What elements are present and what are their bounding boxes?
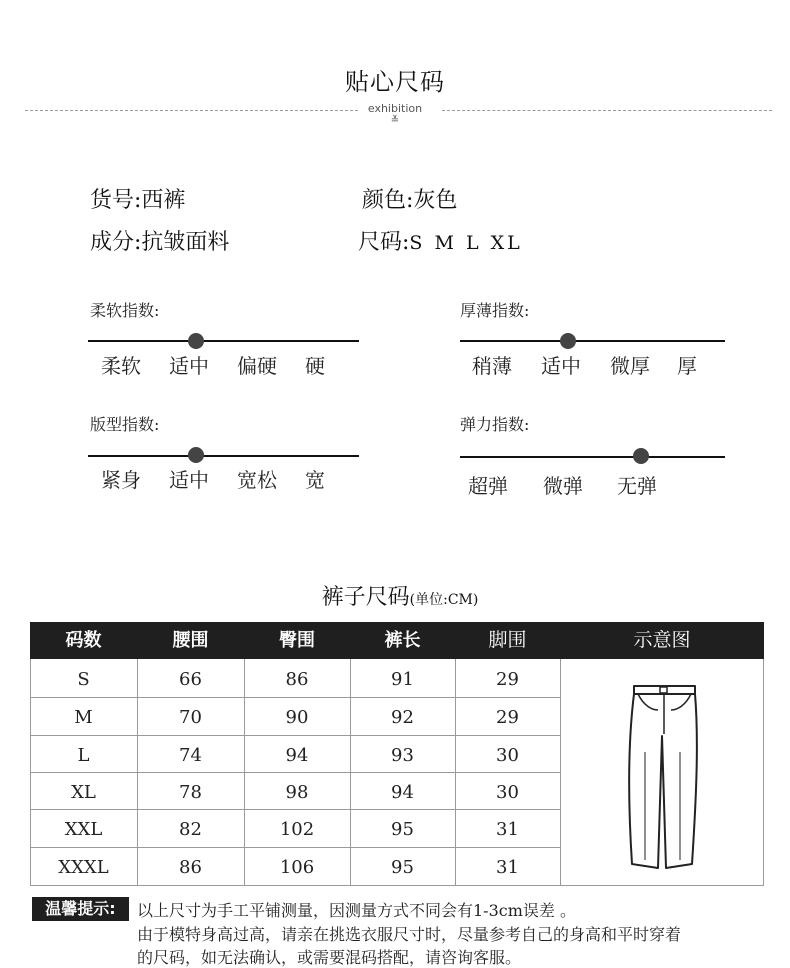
table-cell: 98 bbox=[285, 782, 309, 803]
color-label: 颜色: bbox=[362, 188, 414, 213]
material-info bbox=[90, 225, 229, 256]
thickness-scale-line bbox=[460, 340, 725, 342]
table-cell: L bbox=[77, 745, 90, 766]
table-cell: 31 bbox=[496, 819, 519, 840]
elasticity-scale-line bbox=[460, 456, 725, 458]
table-cell: 30 bbox=[496, 745, 519, 766]
table-cell: 86 bbox=[285, 669, 309, 690]
elasticity-option: 超弹 bbox=[468, 474, 508, 498]
table-cell: 95 bbox=[391, 819, 414, 840]
table-cell: 86 bbox=[179, 857, 202, 878]
table-cell: 90 bbox=[285, 707, 309, 728]
fit-indicator-dot bbox=[188, 447, 204, 463]
table-border bbox=[30, 772, 560, 773]
thickness-index-title: 厚薄指数: bbox=[460, 301, 530, 320]
size-table-title-text: 裤子尺码 bbox=[321, 585, 410, 610]
table-cell: 30 bbox=[496, 782, 519, 803]
size-value: S M L XL bbox=[409, 232, 523, 254]
softness-indicator-dot bbox=[188, 333, 204, 349]
table-header-diagram: 示意图 bbox=[560, 622, 764, 659]
table-header-waist: 腰围 bbox=[137, 622, 244, 659]
table-cell: M bbox=[74, 707, 93, 728]
softness-option: 偏硬 bbox=[237, 354, 277, 378]
table-cell: 70 bbox=[179, 707, 202, 728]
table-cell: 93 bbox=[391, 745, 414, 766]
chevron-down-icon: ≚ bbox=[390, 115, 400, 126]
page-title: 贴心尺码 bbox=[345, 68, 445, 96]
size-label: 尺码: bbox=[358, 230, 410, 255]
softness-option: 适中 bbox=[169, 354, 209, 378]
material-value: 抗皱面料 bbox=[141, 230, 230, 255]
table-header-hem: 脚围 bbox=[455, 622, 560, 659]
elasticity-option: 无弹 bbox=[617, 474, 657, 498]
color-value: 灰色 bbox=[413, 188, 458, 213]
table-cell: 106 bbox=[279, 857, 315, 878]
fit-scale-line bbox=[88, 455, 359, 457]
thickness-indicator-dot bbox=[560, 333, 576, 349]
thickness-option: 微厚 bbox=[610, 354, 650, 378]
elasticity-index-title: 弹力指数: bbox=[460, 415, 530, 434]
size-table-unit: (单位:CM) bbox=[409, 592, 479, 608]
table-cell: 29 bbox=[496, 669, 519, 690]
softness-scale-line bbox=[88, 340, 359, 342]
table-cell: XXL bbox=[64, 819, 103, 840]
table-header-hip: 臀围 bbox=[244, 622, 350, 659]
softness-option: 硬 bbox=[305, 354, 325, 378]
fit-option: 宽松 bbox=[237, 468, 277, 492]
notice-label: 温馨提示: bbox=[32, 897, 129, 921]
size-table-title bbox=[0, 580, 790, 611]
table-cell: 66 bbox=[179, 669, 202, 690]
thickness-option: 厚 bbox=[677, 354, 697, 378]
table-border bbox=[30, 847, 560, 848]
fit-option: 紧身 bbox=[101, 468, 141, 492]
table-cell: 29 bbox=[496, 707, 519, 728]
table-cell: 78 bbox=[179, 782, 202, 803]
softness-index-title: 柔软指数: bbox=[90, 301, 160, 320]
material-label: 成分: bbox=[90, 230, 142, 255]
table-cell: 95 bbox=[391, 857, 414, 878]
table-cell: XL bbox=[71, 782, 96, 803]
color-info bbox=[362, 183, 457, 214]
table-border bbox=[560, 659, 561, 886]
table-cell: 74 bbox=[179, 745, 202, 766]
table-cell: XXXL bbox=[58, 857, 109, 878]
notice-line: 由于模特身高过高，请亲在挑选衣服尺寸时，尽量参考自己的身高和平时穿着 bbox=[137, 925, 682, 944]
table-cell: 94 bbox=[391, 782, 414, 803]
notice-line: 以上尺寸为手工平铺测量，因测量方式不同会有1-3cm误差 。 bbox=[137, 901, 576, 920]
elasticity-option: 微弹 bbox=[543, 474, 583, 498]
item-number-value: 西裤 bbox=[141, 188, 186, 213]
item-number bbox=[90, 183, 185, 214]
fit-option: 宽 bbox=[305, 468, 325, 492]
softness-option: 柔软 bbox=[101, 354, 141, 378]
fit-index-title: 版型指数: bbox=[90, 415, 160, 434]
table-border bbox=[763, 659, 764, 886]
table-cell: S bbox=[77, 669, 90, 690]
thickness-option: 稍薄 bbox=[472, 354, 512, 378]
table-border bbox=[30, 735, 560, 736]
table-cell: 91 bbox=[391, 669, 414, 690]
table-cell: 94 bbox=[285, 745, 309, 766]
table-cell: 92 bbox=[391, 707, 414, 728]
item-number-label: 货号: bbox=[90, 188, 142, 213]
table-cell: 102 bbox=[279, 819, 315, 840]
table-cell: 31 bbox=[496, 857, 519, 878]
thickness-option: 适中 bbox=[541, 354, 581, 378]
fit-option: 适中 bbox=[169, 468, 209, 492]
size-info bbox=[358, 225, 523, 256]
table-border bbox=[30, 809, 560, 810]
table-border bbox=[30, 885, 764, 886]
table-border bbox=[30, 697, 560, 698]
table-header-size: 码数 bbox=[30, 622, 137, 659]
notice-line: 的尺码，如无法确认，或需要混码搭配，请咨询客服。 bbox=[137, 948, 522, 967]
table-cell: 82 bbox=[179, 819, 202, 840]
page-subtitle: exhibition bbox=[367, 102, 423, 115]
pants-diagram-icon bbox=[600, 672, 720, 877]
elasticity-indicator-dot bbox=[633, 448, 649, 464]
table-header-length: 裤长 bbox=[350, 622, 455, 659]
